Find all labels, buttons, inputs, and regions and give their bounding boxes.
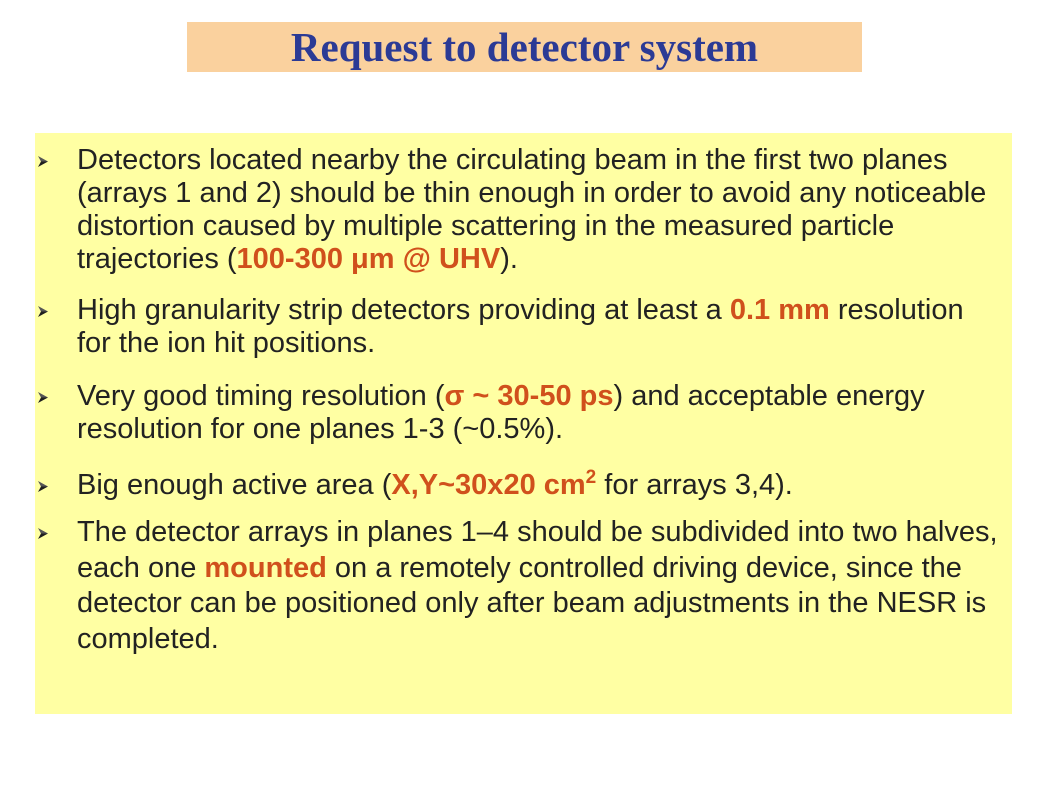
bullet-text: Very good timing resolution ( <box>77 379 445 412</box>
bullet-line <box>77 551 1012 587</box>
highlight-text: 0.1 mm <box>729 293 830 326</box>
bullet-line <box>77 243 1012 276</box>
arrow-bullet-icon <box>38 306 48 317</box>
bullet-item <box>35 515 1012 657</box>
bullet-item <box>35 294 1012 360</box>
arrow-bullet-icon <box>38 528 48 539</box>
bullet-text: each one <box>77 551 205 584</box>
bullet-line <box>77 327 1012 360</box>
bullet-text: trajectories ( <box>77 242 237 275</box>
bullet-text: Detectors located nearby the circulating beam in the first two planes <box>77 143 948 176</box>
highlight-text: σ ~ 30-50 ps <box>444 379 614 412</box>
bullet-line <box>77 586 1012 622</box>
bullet-text: detector can be positioned only after beam adjustments in the NESR is <box>77 587 987 619</box>
arrow-bullet-icon <box>38 392 48 403</box>
bullet-text: resolution for one planes 1-3 (~0.5%). <box>77 412 564 445</box>
bullet-text: ) and acceptable energy <box>613 379 925 412</box>
highlight-text: X,Y~30x20 cm <box>391 468 586 501</box>
superscript-text: 2 <box>585 466 597 488</box>
bullet-text: ). <box>500 242 518 275</box>
bullet-text: High granularity strip detectors providing at least a <box>77 293 730 326</box>
slide-title: Request to detector system <box>290 24 759 70</box>
bullet-text: for the ion hit positions. <box>77 326 376 359</box>
arrow-bullet-icon <box>38 481 48 492</box>
title-box <box>187 22 862 72</box>
highlight-text: mounted <box>204 551 327 584</box>
bullet-line <box>77 177 1012 210</box>
bullet-line <box>77 210 1012 243</box>
bullet-line <box>77 380 1012 413</box>
bullet-text: completed. <box>77 622 219 655</box>
highlight-text: 100-300 μm @ UHV <box>236 242 501 275</box>
arrow-bullet-icon <box>38 156 48 167</box>
bullet-line <box>77 515 1012 551</box>
bullet-text: on a remotely controlled driving device, since the <box>326 551 962 584</box>
bullet-item <box>35 466 1012 502</box>
bullet-text: resolution <box>829 293 964 326</box>
bullet-item <box>35 380 1012 446</box>
content-panel <box>35 133 1012 714</box>
bullet-line <box>77 466 1012 502</box>
bullet-item <box>35 144 1012 276</box>
bullet-line <box>77 622 1012 658</box>
bullet-line <box>77 144 1012 177</box>
bullet-text: The detector arrays in planes 1–4 should be subdivided into two halves, <box>77 516 998 548</box>
bullet-text: distortion caused by multiple scattering in the measured particle <box>77 209 895 242</box>
bullet-text: (arrays 1 and 2) should be thin enough in order to avoid any noticeable <box>77 176 987 209</box>
bullet-text: Big enough active area ( <box>77 468 392 501</box>
bullet-text: for arrays 3,4). <box>596 468 793 501</box>
bullet-line <box>77 294 1012 327</box>
bullet-line <box>77 413 1012 446</box>
